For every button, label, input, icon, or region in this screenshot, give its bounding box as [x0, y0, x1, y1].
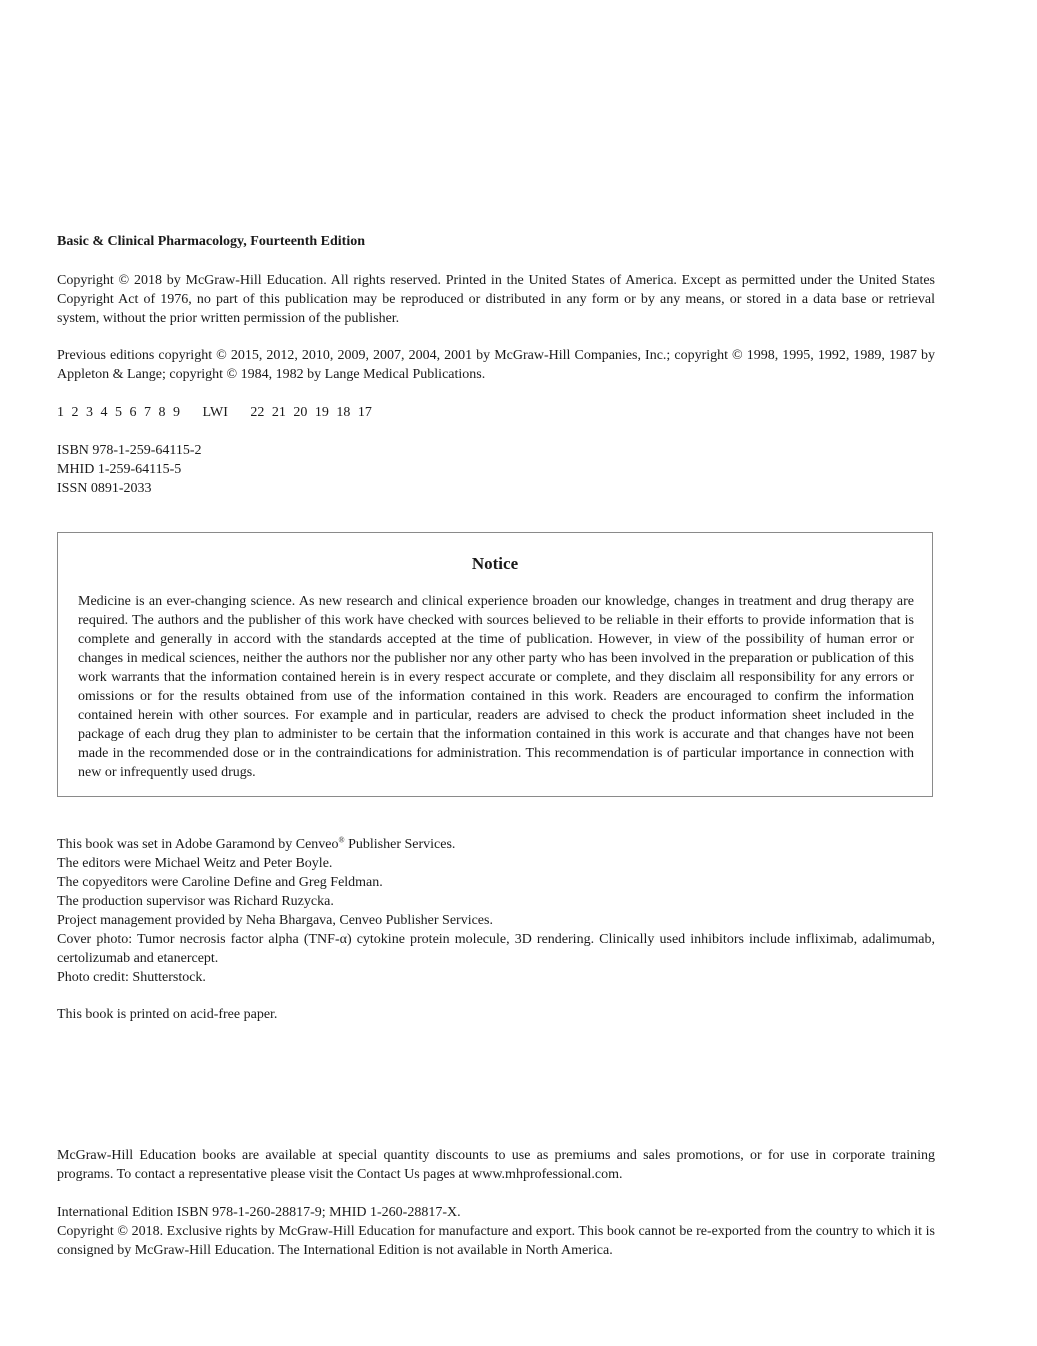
printing-line: 1 2 3 4 5 6 7 8 9 LWI 22 21 20 19 18 17: [57, 405, 372, 420]
copyeditors-credit: The copyeditors were Caroline Define and Greg Feldman.: [57, 875, 383, 890]
acid-free-note: This book is printed on acid-free paper.: [57, 1007, 278, 1022]
book-title: Basic & Clinical Pharmacology, Fourteenth Edition: [57, 234, 365, 249]
typeset-credit-suffix: Publisher Services.: [344, 837, 456, 852]
identifiers: [57, 441, 202, 498]
isbn: ISBN 978-1-259-64115-2: [57, 443, 202, 458]
typeset-credit-text: This book was set in Adobe Garamond by Cenveo: [57, 837, 339, 852]
copyright-statement: Copyright © 2018 by McGraw-Hill Education. All rights reserved. Printed in the United States of America. Except as permitted under the United States Copyright Act of 1976, no part of this publication may be reproduced or distributed in any form or by any means, or stored in a data base or retrieval system, without the prior written permission of the publisher.: [57, 273, 935, 326]
registered-mark: ®: [338, 835, 345, 845]
production-credit: The production supervisor was Richard Ruzycka.: [57, 894, 334, 909]
photo-credit: Photo credit: Shutterstock.: [57, 970, 206, 985]
international-isbn: International Edition ISBN 978-1-260-28817-9; MHID 1-260-28817-X.: [57, 1205, 461, 1220]
international-edition: [57, 1203, 935, 1260]
issn: ISSN 0891-2033: [57, 481, 152, 496]
sales-note: McGraw-Hill Education books are available at special quantity discounts to use as premiums and sales promotions, or for use in corporate training programs. To contact a representative please visit the Contact Us pages at www.mhprofessional.com.: [57, 1148, 935, 1182]
mhid: MHID 1-259-64115-5: [57, 462, 182, 477]
notice-body: Medicine is an ever-changing science. As new research and clinical experience broaden our knowledge, changes in treatment and drug therapy are required. The authors and the publisher of this work have checked with sources believed to be reliable in their efforts to provide information that is complete and generally in accord with the standards accepted at the time of publication. However, in view of the possibility of human error or changes in medical sciences, neither the authors nor the publisher nor any other party who has been involved in the preparation or publication of this work warrants that the information contained herein is in every respect accurate or complete, and they disclaim all responsibility for any errors or omissions or for the results obtained from use of the information contained in this work. Readers are encouraged to confirm the information contained herein with other sources. For example and in particular, readers are advised to check the product information sheet included in the package of each drug they plan to administer to be certain that the information contained in this work is accurate and that changes have not been made in the recommended dose or in the contraindications for administration. This recommendation is of particular importance in connection with new or infrequently used drugs.: [78, 594, 914, 780]
typeset-credit: [57, 835, 935, 854]
project-credit: Project management provided by Neha Bhargava, Cenveo Publisher Services.: [57, 913, 493, 928]
previous-editions: Previous editions copyright © 2015, 2012, 2010, 2009, 2007, 2004, 2001 by McGraw-Hill Companies, Inc.; copyright © 1998, 1995, 1992, 1989, 1987 by Appleton & Lange; copyright © 1984, 1982 by Lange Medical Publications.: [57, 348, 935, 382]
cover-credit: Cover photo: Tumor necrosis factor alpha (TNF-α) cytokine protein molecule, 3D rendering. Clinically used inhibitors include infliximab, adalimumab, certolizumab and etanercept.: [57, 932, 935, 966]
notice-box: [57, 532, 933, 797]
production-credits: [57, 835, 935, 987]
editors-credit: The editors were Michael Weitz and Peter Boyle.: [57, 856, 333, 871]
international-rights: Copyright © 2018. Exclusive rights by McGraw-Hill Education for manufacture and export. This book cannot be re-exported from the country to which it is consigned by McGraw-Hill Education. The International Edition is not available in North America.: [57, 1224, 935, 1258]
notice-heading: Notice: [471, 554, 519, 573]
